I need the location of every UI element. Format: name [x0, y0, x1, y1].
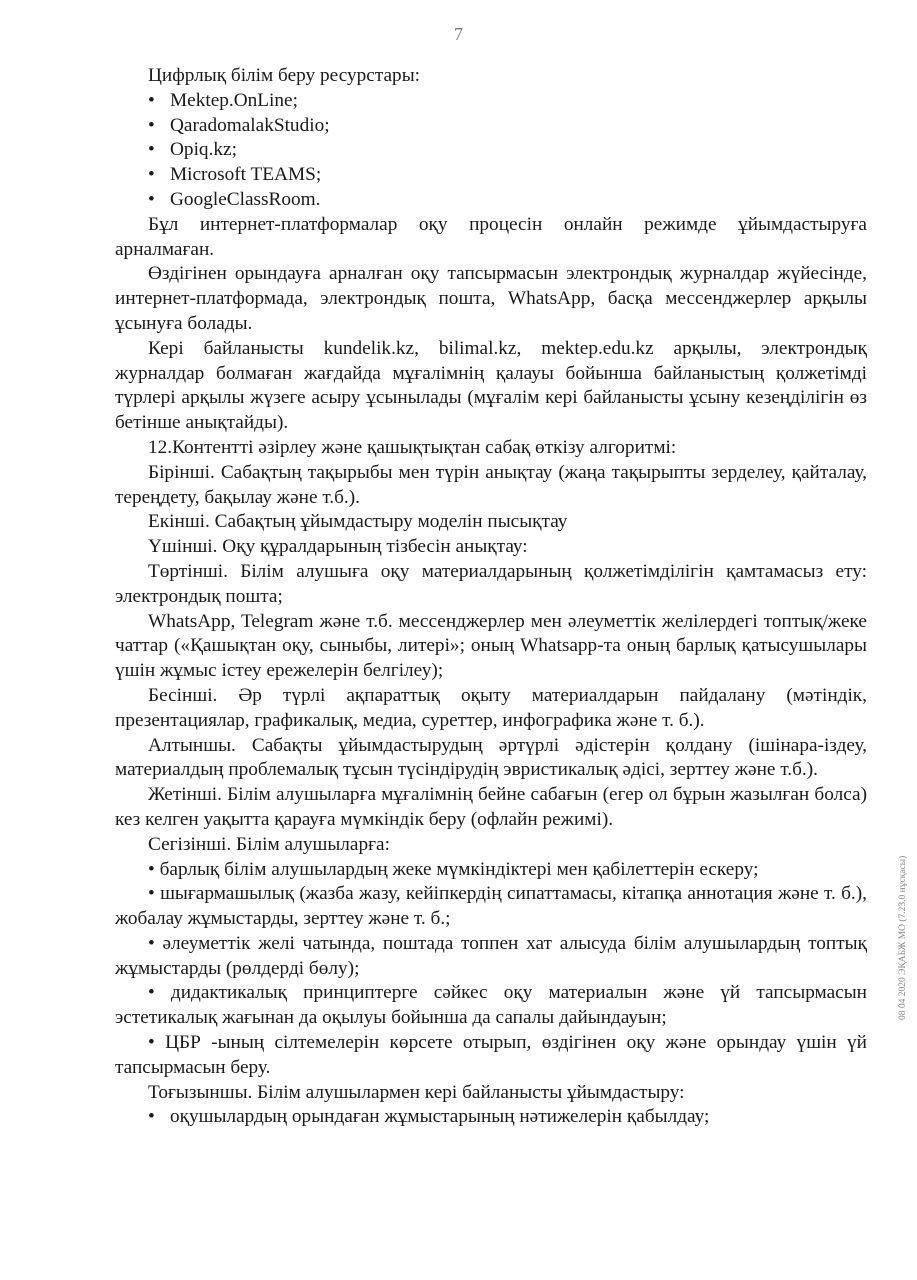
paragraph: Бұл интернет-платформалар оқу процесін онлайн режимде ұйымдастыруға арналмаған. [115, 213, 867, 260]
bullet-icon: • [148, 932, 155, 954]
section-heading: 12.Контентті әзірлеу және қашықтықтан сабақ өткізу алгоритмі: [148, 436, 677, 458]
paragraph: Кері байланысты kundelik.kz, bilimal.kz, mektep.edu.kz арқылы, электрондық журналдар болмаған жағдайда мұғалімнің қалауы бойынша байланыстың қолжетімді түрлері арқылы жүзеге асыру ұсынылады (мұғалім кері байланысты ұсыну кезеңділігін өз бетінше анықтайды). [115, 337, 867, 434]
bullet-icon: • [148, 89, 155, 111]
bullet-icon: • [148, 883, 155, 905]
paragraph: Алтыншы. Сабақты ұйымдастырудың әртүрлі әдістерін қолдану (ішінара-іздеу, материалдың проблемалық тұсын түсіндірудің эвристикалық әдісі, зерттеу және т.б.). [115, 734, 867, 781]
document-body [115, 64, 867, 1130]
bullet-icon: • [148, 114, 155, 136]
list-item: • Opiq.kz; [115, 138, 867, 163]
bullet-icon: • [148, 982, 155, 1004]
eighth-list [115, 858, 867, 1081]
paragraph: Тоғызыншы. Білім алушылармен кері байланысты ұйымдастыру: [148, 1081, 685, 1103]
side-stamp [886, 855, 908, 1020]
list-item: • дидактикалық принциптерге сәйкес оқу материалын және үй тапсырмасын эстетикалық жағынан да оқылуы бойынша да сапалы дайындауын; [115, 982, 868, 1029]
resources-heading: Цифрлық білім беру ресурстары: [148, 65, 421, 86]
list-item: • GoogleClassRoom. [115, 188, 867, 213]
list-item: • шығармашылық (жазба жазу, кейіпкердің сипаттамасы, кітапқа аннотация және т. б.), жобалау жұмыстарды, зерттеу және т. б.; [115, 883, 867, 930]
paragraph: Жетінші. Білім алушыларға мұғалімнің бейне сабағын (егер ол бұрын жазылған болса) кез келген уақытта қарауға мүмкіндік беру (офлайн режимі). [115, 784, 867, 830]
paragraph: Сегізінші. Білім алушыларға: [148, 833, 390, 855]
bullet-icon: • [148, 1106, 155, 1128]
list-item: • Microsoft TEAMS; [115, 163, 867, 188]
list-item: • әлеуметтік желі чатында, поштада топпен хат алысуда білім алушылардың топтық жұмыстарды (рөлдерді бөлу); [115, 932, 867, 979]
list-item: • барлық білім алушылардың жеке мүмкіндіктері мен қабілеттерін ескеру; [148, 858, 759, 880]
list-item: • оқушылардың орындаған жұмыстарының нәтижелерін қабылдау; [115, 1105, 867, 1130]
paragraph: Үшінші. Оқу құралдарының тізбесін анықтау: [148, 536, 528, 558]
paragraph: Бірінші. Сабақтың тақырыбы мен түрін анықтау (жаңа тақырыпты зерделеу, қайталау, тереңдету, бақылау және т.б.). [115, 461, 867, 508]
paragraph: Өздігінен орындауға арналған оқу тапсырмасын электрондық журналдар жүйесінде, интернет-платформада, электрондық пошта, WhatsApp, басқа мессенджерлер арқылы ұсынуға болады. [115, 263, 867, 334]
paragraph: Төртінші. Білім алушыға оқу материалдарының қолжетімділігін қамтамасыз ету: электрондық пошта; [115, 560, 867, 607]
bullet-icon: • [148, 1032, 155, 1054]
resources-list [115, 89, 867, 213]
bullet-icon: • [148, 188, 155, 210]
side-stamp-text: 08 04 2020 ЭҚАБЖ МО (7.23.0 нұсқасы) [898, 855, 908, 1020]
list-item: • ЦБР -ының сілтемелерін көрсете отырып, өздігінен оқу және орындау үшін үй тапсырмасын беру. [115, 1032, 868, 1078]
page-number: 7 [454, 24, 463, 44]
paragraph: Екінші. Сабақтың ұйымдастыру моделін пысықтау [148, 511, 568, 533]
bullet-icon: • [148, 164, 155, 186]
bullet-icon: • [148, 858, 155, 880]
ninth-list [115, 1105, 867, 1130]
bullet-icon: • [148, 139, 155, 161]
list-item: • QaradomalakStudio; [115, 114, 867, 139]
paragraph: WhatsApp, Telegram және т.б. мессенджерлер мен әлеуметтік желілердегі топтық/жеке чаттар («Қашықтан оқу, сыныбы, литері»; оның Whatsapp-та оның барлық қатысушылары үшін жұмыс істеу ережелерін белгілеу); [115, 610, 867, 682]
paragraph: Бесінші. Әр түрлі ақпараттық оқыту материалдарын пайдалану (мәтіндік, презентациялар, графикалық, медиа, суреттер, инфографика және т. б.). [115, 684, 867, 731]
list-item: • Mektep.OnLine; [115, 89, 867, 114]
